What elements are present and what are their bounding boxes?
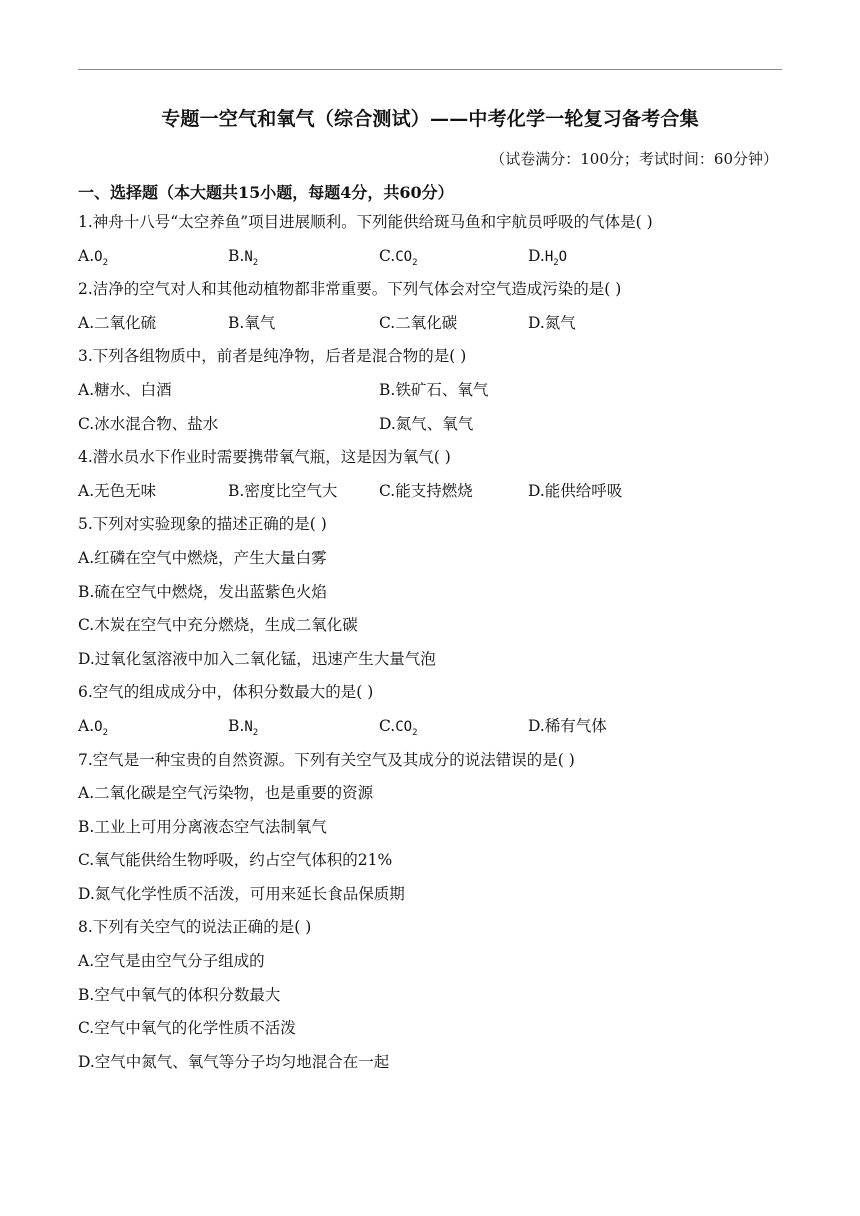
option: $B.N_2$ — [228, 716, 259, 738]
option: $A.O_2$ — [78, 716, 108, 738]
question-block — [78, 206, 782, 273]
option: D.氮气化学性质不活泼，可用来延长食品保质期 — [78, 884, 405, 903]
exam-meta: （试卷满分：100分；考试时间：60分钟） — [490, 150, 778, 168]
option: C.二氧化碳 — [379, 313, 458, 332]
option: $C.CO_2$ — [379, 716, 418, 738]
option: B.工业上可用分离液态空气法制氧气 — [78, 817, 327, 836]
option: B.空气中氧气的体积分数最大 — [78, 985, 281, 1004]
options-row — [78, 710, 782, 744]
option: A.红磷在空气中燃烧，产生大量白雾 — [78, 548, 327, 567]
options-row — [78, 475, 782, 509]
option: D.氮气 — [528, 313, 576, 332]
option: $A.O_2$ — [78, 246, 108, 268]
chemical-formula: $O_2$ — [94, 248, 108, 268]
option: D.氮气、氧气 — [379, 414, 474, 433]
question-list — [78, 206, 782, 1079]
question-stem: 8.下列有关空气的说法正确的是( ) — [78, 918, 312, 937]
option: A.空气是由空气分子组成的 — [78, 952, 265, 971]
question-block — [78, 911, 782, 1079]
options-row — [78, 240, 782, 274]
option: B.氧气 — [228, 313, 276, 332]
question-stem: 6.空气的组成成分中，体积分数最大的是( ) — [78, 683, 374, 702]
option: C.冰水混合物、盐水 — [78, 414, 219, 433]
question-stem: 4.潜水员水下作业时需要携带氧气瓶，这是因为氧气( ) — [78, 448, 451, 467]
option: C.木炭在空气中充分燃烧，生成二氧化碳 — [78, 616, 358, 635]
chemical-formula: $O_2$ — [94, 718, 108, 738]
options-row — [78, 408, 782, 442]
option: D.空气中氮气、氧气等分子均匀地混合在一起 — [78, 1052, 390, 1071]
question-stem: 7.空气是一种宝贵的自然资源。下列有关空气及其成分的说法错误的是( ) — [78, 750, 575, 769]
question-block — [78, 744, 782, 912]
option: C.能支持燃烧 — [379, 481, 473, 500]
option: B.硫在空气中燃烧，发出蓝紫色火焰 — [78, 582, 327, 601]
option: D.稀有气体 — [528, 716, 607, 735]
section-heading: 一、选择题（本大题共15小题，每题4分，共60分） — [78, 183, 454, 202]
page-title: 专题一空气和氧气（综合测试）——中考化学一轮复习备考合集 — [161, 108, 699, 130]
question-block — [78, 273, 782, 340]
option: $B.N_2$ — [228, 246, 259, 268]
options-row — [78, 374, 782, 408]
options-row — [78, 307, 782, 341]
question-stem: 3.下列各组物质中，前者是纯净物，后者是混合物的是( ) — [78, 347, 467, 366]
question-block — [78, 441, 782, 508]
option: C.氧气能供给生物呼吸，约占空气体积的21% — [78, 851, 393, 870]
question-stem: 2.洁净的空气对人和其他动植物都非常重要。下列气体会对空气造成污染的是( ) — [78, 280, 622, 299]
option: C.空气中氧气的化学性质不活泼 — [78, 1019, 296, 1038]
question-block — [78, 508, 782, 676]
chemical-formula: $H_2O$ — [544, 248, 568, 268]
option: A.糖水、白酒 — [78, 380, 172, 399]
chemical-formula: $N_2$ — [244, 248, 259, 268]
option: A.二氧化碳是空气污染物，也是重要的资源 — [78, 784, 374, 803]
option: A.二氧化硫 — [78, 313, 157, 332]
chemical-formula: $CO_2$ — [395, 248, 418, 268]
option: D.过氧化氢溶液中加入二氧化锰，迅速产生大量气泡 — [78, 649, 436, 668]
chemical-formula: $CO_2$ — [395, 718, 418, 738]
question-block — [78, 676, 782, 743]
option: $D.H_2O$ — [528, 246, 568, 268]
question-block — [78, 340, 782, 441]
option: A.无色无味 — [78, 481, 157, 500]
question-stem: 5.下列对实验现象的描述正确的是( ) — [78, 515, 327, 534]
option: $C.CO_2$ — [379, 246, 418, 268]
option: B.铁矿石、氧气 — [379, 380, 489, 399]
header-rule — [78, 69, 782, 70]
option: D.能供给呼吸 — [528, 481, 623, 500]
chemical-formula: $N_2$ — [244, 718, 259, 738]
option: B.密度比空气大 — [228, 481, 338, 500]
question-stem: 1.神舟十八号“太空养鱼”项目进展顺利。下列能供给斑马鱼和宇航员呼吸的气体是( ) — [78, 213, 653, 231]
